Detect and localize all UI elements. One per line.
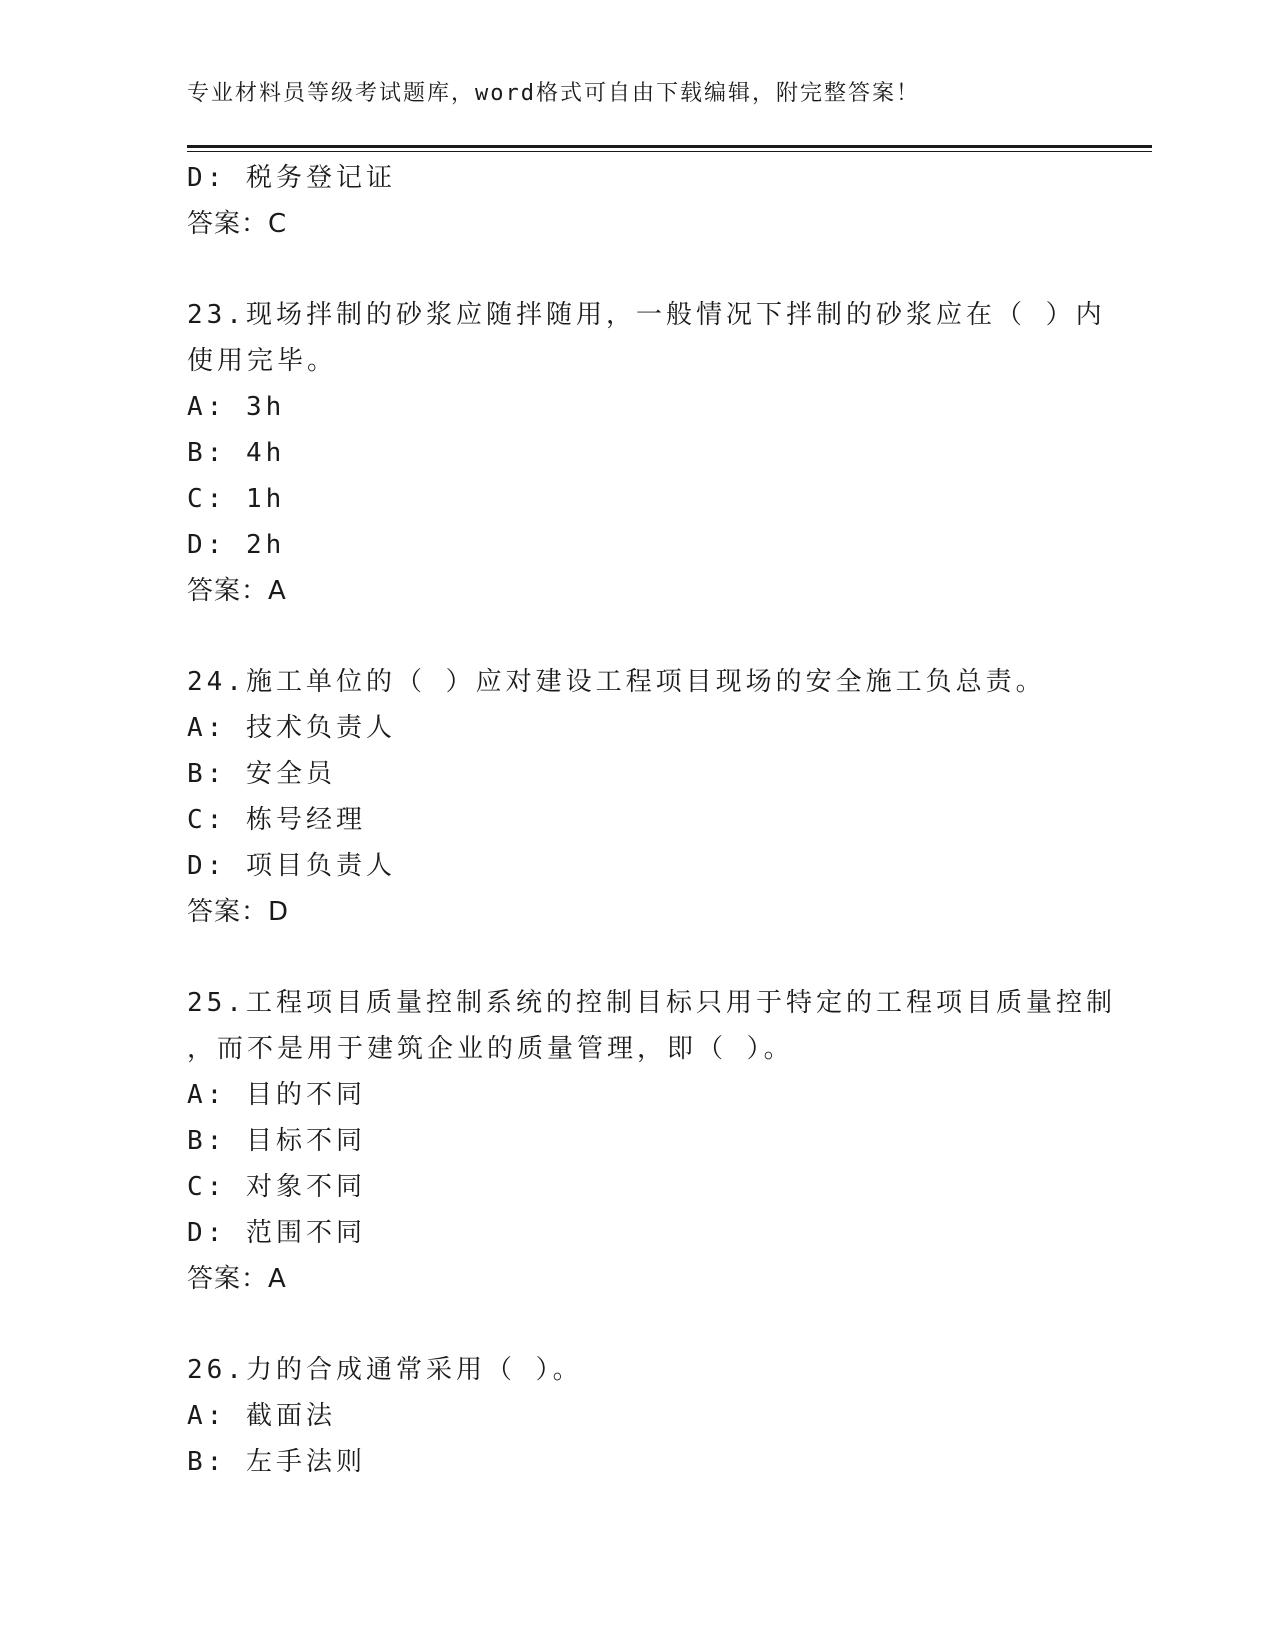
q26-stem-line1: 26.力的合成通常采用（ ）。 [187, 1355, 583, 1385]
prev-option-d: D: 税务登记证 [187, 163, 396, 193]
q23-answer: 答案：A [187, 576, 287, 606]
q25-answer: 答案：A [187, 1264, 287, 1294]
q24-option-b: B: 安全员 [187, 759, 336, 789]
q23-option-d: D: 2h [187, 530, 286, 560]
page-header: 专业材料员等级考试题库，word格式可自由下载编辑，附完整答案！ [187, 81, 920, 106]
header-rule-thick [187, 145, 1152, 148]
q26-option-b: B: 左手法则 [187, 1447, 366, 1477]
q25-option-d: D: 范围不同 [187, 1218, 366, 1248]
q26-option-a: A: 截面法 [187, 1401, 336, 1431]
prev-answer: 答案：C [187, 209, 288, 239]
q24-stem-line1: 24.施工单位的（ ）应对建设工程项目现场的安全施工负总责。 [187, 667, 1046, 697]
q24-option-c: C: 栋号经理 [187, 805, 366, 835]
q25-option-c: C: 对象不同 [187, 1172, 366, 1202]
q24-option-d: D: 项目负责人 [187, 851, 396, 881]
q25-option-a: A: 目的不同 [187, 1080, 366, 1110]
header-rule-thin [187, 151, 1152, 152]
q23-option-b: B: 4h [187, 438, 286, 468]
q24-option-a: A: 技术负责人 [187, 713, 396, 743]
q24-answer: 答案：D [187, 897, 290, 927]
q25-option-b: B: 目标不同 [187, 1126, 366, 1156]
q25-stem-line1: 25.工程项目质量控制系统的控制目标只用于特定的工程项目质量控制 [187, 988, 1116, 1018]
q23-option-a: A: 3h [187, 392, 286, 422]
q23-option-c: C: 1h [187, 484, 286, 514]
q25-stem-line2: ，而不是用于建筑企业的质量管理，即（ ）。 [187, 1034, 794, 1064]
q23-stem-line2: 使用完毕。 [187, 346, 338, 376]
q23-stem-line1: 23.现场拌制的砂浆应随拌随用，一般情况下拌制的砂浆应在（ ）内 [187, 300, 1106, 330]
